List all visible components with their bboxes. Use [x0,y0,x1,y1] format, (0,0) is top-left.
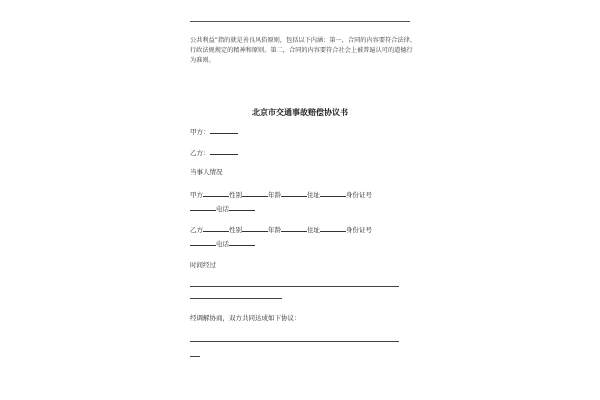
party-b-label: 乙方： [190,149,210,157]
writing-rule [190,356,200,357]
field-age: 年龄 [268,191,281,199]
blank [242,189,268,197]
field-address: 住址 [307,226,320,234]
party-b-line [190,147,238,157]
field-gender: 性别 [229,191,242,199]
mediation-text: 经调解协商，双方共同达成如下协议： [190,314,301,322]
blank [190,203,216,211]
blank [281,224,307,232]
intro-line: 为准则。 [190,57,215,64]
intro-paragraph [190,36,415,66]
field-phone: 电话 [216,205,229,213]
parties-heading: 当事人情况 [190,168,223,176]
document-title: 北京市交通事故赔偿协议书 [252,107,348,117]
party-b-details-line [190,224,372,234]
party-b-blank [210,147,238,155]
field-party-b: 乙方 [190,226,203,234]
blank [229,238,255,246]
writing-rule [190,298,282,299]
party-a-label: 甲方： [190,128,210,136]
field-address: 住址 [307,191,320,199]
top-divider [190,21,410,22]
writing-rule [190,286,399,287]
field-phone: 电话 [216,240,229,248]
intro-line: 公共利益”指的就是善良风俗原则，包括以下内涵：第一，合同的内容要符合法律、 [190,37,416,44]
field-id-number: 身份证号 [346,226,372,234]
blank [190,238,216,246]
party-a-phone-line [190,203,255,213]
party-a-line [190,126,238,136]
blank [320,189,346,197]
blank [242,224,268,232]
party-b-phone-line [190,238,255,248]
field-id-number: 身份证号 [346,191,372,199]
field-party-a: 甲方 [190,191,203,199]
blank [320,224,346,232]
blank [229,203,255,211]
field-gender: 性别 [229,226,242,234]
intro-line: 行政法规规定的精神和原则。第二，合同的内容要符合社会上被普遍认可的道德行 [190,47,413,54]
time-heading: 时间经过 [190,261,216,269]
writing-rule [190,341,399,342]
blank [281,189,307,197]
party-a-details-line [190,189,372,199]
party-a-blank [210,126,238,134]
blank [203,224,229,232]
blank [203,189,229,197]
field-age: 年龄 [268,226,281,234]
